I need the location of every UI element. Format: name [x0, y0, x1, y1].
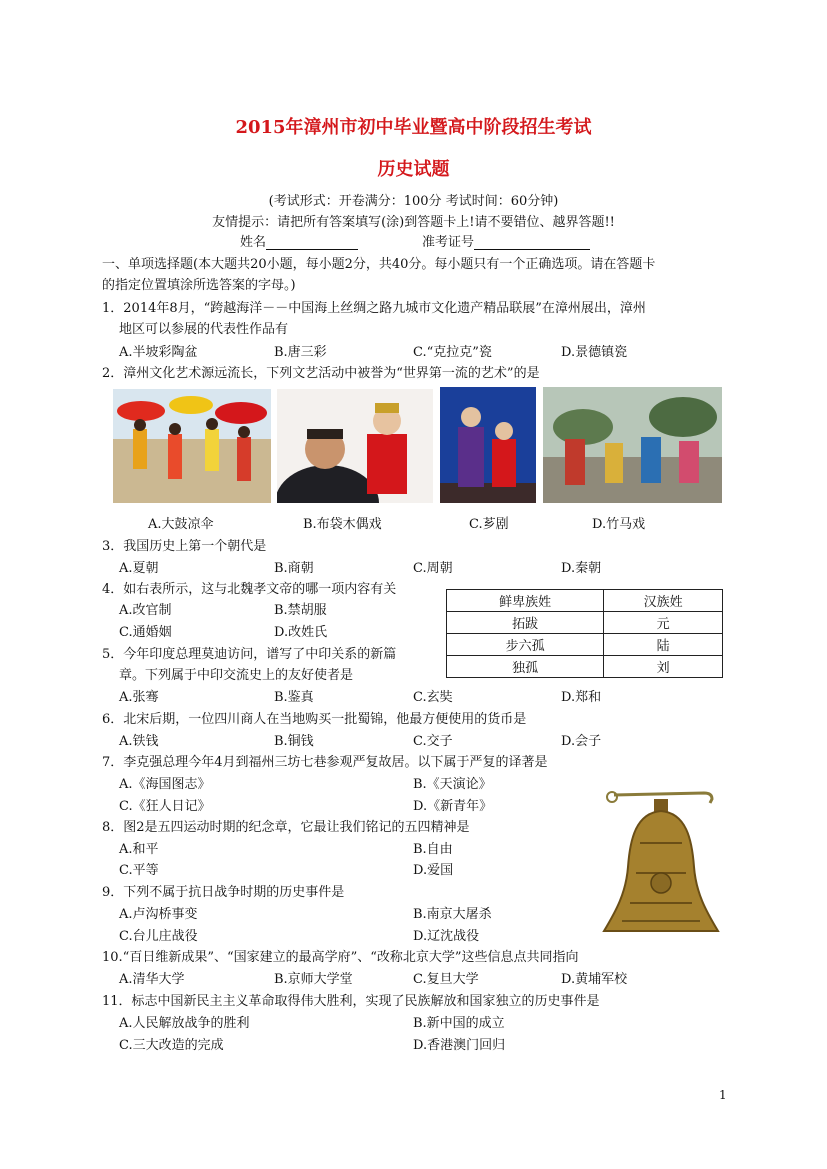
q6-stem: 6．北宋后期，一位四川商人在当地购买一批蜀锦，他最方便使用的货币是 — [102, 712, 527, 727]
section-intro-line2: 的指定位置填涂所选答案的字母。) — [102, 278, 296, 293]
q5-option-d[interactable]: D.郑和 — [561, 690, 602, 705]
q9-option-d[interactable]: D.辽沈战役 — [413, 929, 480, 944]
q3-option-d[interactable]: D.秦朝 — [561, 561, 602, 576]
q10-option-a[interactable]: A.清华大学 — [119, 972, 185, 987]
q3-option-c[interactable]: C.周朝 — [413, 561, 453, 576]
q9-stem: 9．下列不属于抗日战争时期的历史事件是 — [102, 885, 345, 900]
table-header-cell: 鲜卑族姓 — [447, 590, 604, 612]
q9-option-b[interactable]: B.南京大屠杀 — [413, 907, 492, 922]
table-header-cell: 汉族姓 — [604, 590, 723, 612]
q8-option-a[interactable]: A.和平 — [119, 842, 159, 857]
table-row — [447, 634, 723, 656]
ticket-label: 准考证号 — [422, 235, 475, 250]
q4-option-d[interactable]: D.改姓氏 — [274, 625, 328, 640]
exam-form: (考试形式：开卷满分：100分 考试时间：60分钟) — [268, 194, 559, 209]
q5-stem-line2: 章。下列属于中印交流史上的友好使者是 — [119, 668, 354, 683]
q8-option-c[interactable]: C.平等 — [119, 863, 159, 878]
friendly-tip: 友情提示：请把所有答案填写(涂)到答题卡上!请不要错位、越界答题!! — [212, 215, 615, 230]
table-row — [447, 612, 723, 634]
name-blank[interactable] — [266, 235, 358, 250]
q7-option-c[interactable]: C.《狂人日记》 — [119, 799, 211, 814]
q7-option-b[interactable]: B.《天演论》 — [413, 777, 492, 792]
q4-stem: 4．如右表所示，这与北魏孝文帝的哪一项内容有关 — [102, 582, 397, 597]
q11-option-d[interactable]: D.香港澳门回归 — [413, 1038, 506, 1053]
xiang-opera-photo — [440, 387, 536, 503]
q11-option-c[interactable]: C.三大改造的完成 — [119, 1038, 224, 1053]
q7-option-d[interactable]: D.《新青年》 — [413, 799, 493, 814]
q6-option-c[interactable]: C.交子 — [413, 734, 453, 749]
q11-option-a[interactable]: A.人民解放战争的胜利 — [119, 1016, 250, 1031]
q7-stem: 7．李克强总理今年4月到福州三坊七巷参观严复故居。以下属于严复的译著是 — [102, 755, 548, 770]
q2-option-c[interactable]: C.芗剧 — [469, 517, 509, 532]
q1-option-a[interactable]: A.半坡彩陶盆 — [119, 345, 198, 360]
q4-option-b[interactable]: B.禁胡服 — [274, 603, 327, 618]
table-row — [447, 656, 723, 678]
drum-umbrella-photo — [113, 389, 271, 503]
name-field[interactable] — [240, 231, 358, 250]
q6-option-a[interactable]: A.铁钱 — [119, 734, 159, 749]
q11-stem: 11．标志中国新民主主义革命取得伟大胜利，实现了民族解放和国家独立的历史事件是 — [102, 994, 600, 1009]
table-cell: 步六孤 — [447, 634, 604, 656]
q2-option-b[interactable]: B.布袋木偶戏 — [303, 517, 382, 532]
q11-option-b[interactable]: B.新中国的成立 — [413, 1016, 505, 1031]
q3-option-b[interactable]: B.商朝 — [274, 561, 314, 576]
q1-option-d[interactable]: D.景德镇瓷 — [561, 345, 628, 360]
paper-subtitle: 历史试题 — [377, 159, 450, 180]
q3-option-a[interactable]: A.夏朝 — [119, 561, 159, 576]
q10-option-b[interactable]: B.京师大学堂 — [274, 972, 353, 987]
q1-stem-line1: 1．2014年8月，“跨越海洋－－中国海上丝绸之路九城市文化遗产精品联展”在漳州展出，漳州 — [102, 301, 646, 316]
q10-option-d[interactable]: D.黄埔军校 — [561, 972, 628, 987]
q1-stem-line2: 地区可以参展的代表性作品有 — [119, 322, 289, 337]
q4-option-a[interactable]: A.改官制 — [119, 603, 172, 618]
ticket-blank[interactable] — [474, 235, 590, 250]
q5-option-c[interactable]: C.玄奘 — [413, 690, 453, 705]
surname-table — [446, 589, 723, 678]
table-cell: 陆 — [604, 634, 723, 656]
q6-option-d[interactable]: D.会子 — [561, 734, 602, 749]
q5-option-b[interactable]: B.鉴真 — [274, 690, 314, 705]
exam-title: 2015年漳州市初中毕业暨高中阶段招生考试 — [235, 117, 592, 138]
q2-stem: 2．漳州文化艺术源远流长，下列文艺活动中被誉为“世界第一流的艺术”的是 — [102, 366, 540, 381]
bamboo-horse-opera-photo — [543, 387, 722, 503]
q8-option-b[interactable]: B.自由 — [413, 842, 453, 857]
table-cell: 拓跋 — [447, 612, 604, 634]
q5-option-a[interactable]: A.张骞 — [119, 690, 159, 705]
page-number: 1 — [719, 1088, 727, 1102]
q7-option-a[interactable]: A.《海国图志》 — [119, 777, 211, 792]
table-header-row — [447, 590, 723, 612]
q10-stem: 10.“百日维新成果”、“国家建立的最高学府”、“改称北京大学”这些信息点共同指向 — [102, 950, 579, 965]
name-label: 姓名 — [240, 235, 267, 250]
q8-stem: 8．图2是五四运动时期的纪念章，它最让我们铭记的五四精神是 — [102, 820, 470, 835]
q8-option-d[interactable]: D.爱国 — [413, 863, 454, 878]
may-fourth-medal-image — [600, 783, 722, 935]
q6-option-b[interactable]: B.铜钱 — [274, 734, 314, 749]
q2-option-a[interactable]: A.大鼓凉伞 — [148, 517, 214, 532]
q9-option-c[interactable]: C.台儿庄战役 — [119, 929, 198, 944]
table-cell: 元 — [604, 612, 723, 634]
table-cell: 刘 — [604, 656, 723, 678]
q10-option-c[interactable]: C.复旦大学 — [413, 972, 479, 987]
section-intro-line1: 一、单项选择题(本大题共20小题，每小题2分，共40分。每小题只有一个正确选项。请在答题卡 — [102, 257, 656, 272]
puppet-show-photo — [277, 389, 433, 503]
q3-stem: 3．我国历史上第一个朝代是 — [102, 539, 267, 554]
q9-option-a[interactable]: A.卢沟桥事变 — [119, 907, 198, 922]
q5-stem-line1: 5．今年印度总理莫迪访问，谱写了中印关系的新篇 — [102, 647, 397, 662]
q2-option-d[interactable]: D.竹马戏 — [592, 517, 646, 532]
q1-option-c[interactable]: C.“克拉克”瓷 — [413, 345, 492, 360]
ticket-field[interactable] — [422, 231, 590, 250]
table-cell: 独孤 — [447, 656, 604, 678]
q4-option-c[interactable]: C.通婚姻 — [119, 625, 172, 640]
q1-option-b[interactable]: B.唐三彩 — [274, 345, 327, 360]
